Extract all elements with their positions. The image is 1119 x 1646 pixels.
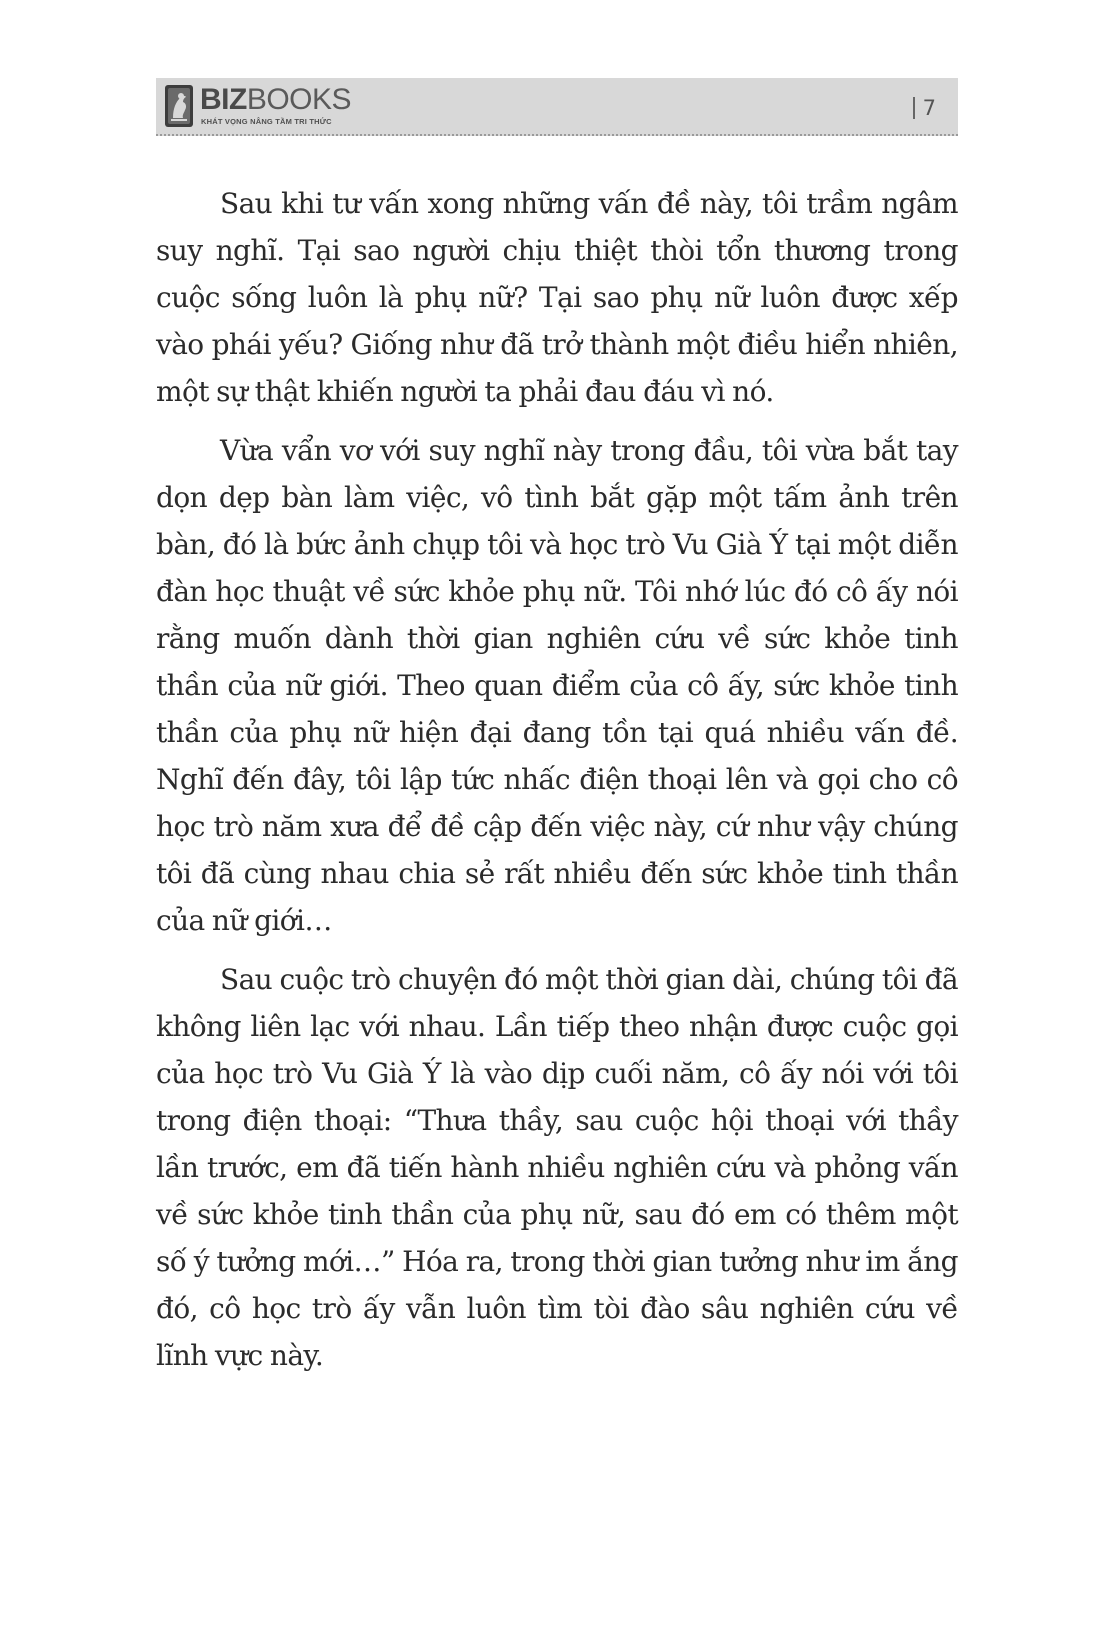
page-number-divider bbox=[913, 97, 915, 119]
page-number-value: 7 bbox=[922, 96, 936, 120]
paragraph-2: Vừa vẩn vơ với suy nghĩ này trong đầu, tôi vừa bắt tay dọn dẹp bàn làm việc, vô tình bắt gặp một tấm ảnh trên bàn, đó là bức ảnh chụp tôi và học trò Vu Già Ý tại một diễn đàn học thuật về sức khỏe phụ nữ. Tôi nhớ lúc đó cô ấy nói rằng muốn dành thời gian nghiên cứu về sức khỏe tinh thần của nữ giới. Theo quan điểm của cô ấy, sức khỏe tinh thần của phụ nữ hiện đại đang tồn tại quá nhiều vấn đề. Nghĩ đến đây, tôi lập tức nhấc điện thoại lên và gọi cho cô học trò năm xưa để đề cập đến việc này, cứ như vậy chúng tôi đã cùng nhau chia sẻ rất nhiều đến sức khỏe tinh thần của nữ giới… bbox=[156, 434, 958, 937]
paragraph-3: Sau cuộc trò chuyện đó một thời gian dài, chúng tôi đã không liên lạc với nhau. Lần tiếp theo nhận được cuộc gọi của học trò Vu Già Ý là vào dịp cuối năm, cô ấy nói với tôi trong điện thoại: “Thưa thầy, sau cuộc hội thoại với thầy lần trước, em đã tiến hành nhiều nghiên cứu và phỏng vấn về sức khỏe tinh thần của phụ nữ, sau đó em có thêm một số ý tưởng mới…” Hóa ra, trong thời gian tưởng như im ắng đó, cô học trò ấy vẫn luôn tìm tòi đào sâu nghiên cứu về lĩnh vực này. bbox=[156, 963, 958, 1372]
body-text bbox=[156, 180, 958, 1391]
paragraph-1: Sau khi tư vấn xong những vấn đề này, tôi trầm ngâm suy nghĩ. Tại sao người chịu thiệt thòi tổn thương trong cuộc sống luôn là phụ nữ? Tại sao phụ nữ luôn được xếp vào phái yếu? Giống như đã trở thành một điều hiển nhiên, một sự thật khiến người ta phải đau đáu vì nó. bbox=[156, 187, 958, 408]
page-header bbox=[156, 78, 958, 136]
brand-title-light: BOOKS bbox=[246, 83, 352, 116]
brand-title-bold: BIZ bbox=[200, 83, 247, 116]
bizbooks-logo-icon bbox=[164, 84, 194, 128]
brand-slogan: KHÁT VỌNG NÂNG TẦM TRI THỨC bbox=[201, 117, 332, 126]
page-number bbox=[913, 96, 936, 120]
brand-title bbox=[200, 83, 351, 117]
